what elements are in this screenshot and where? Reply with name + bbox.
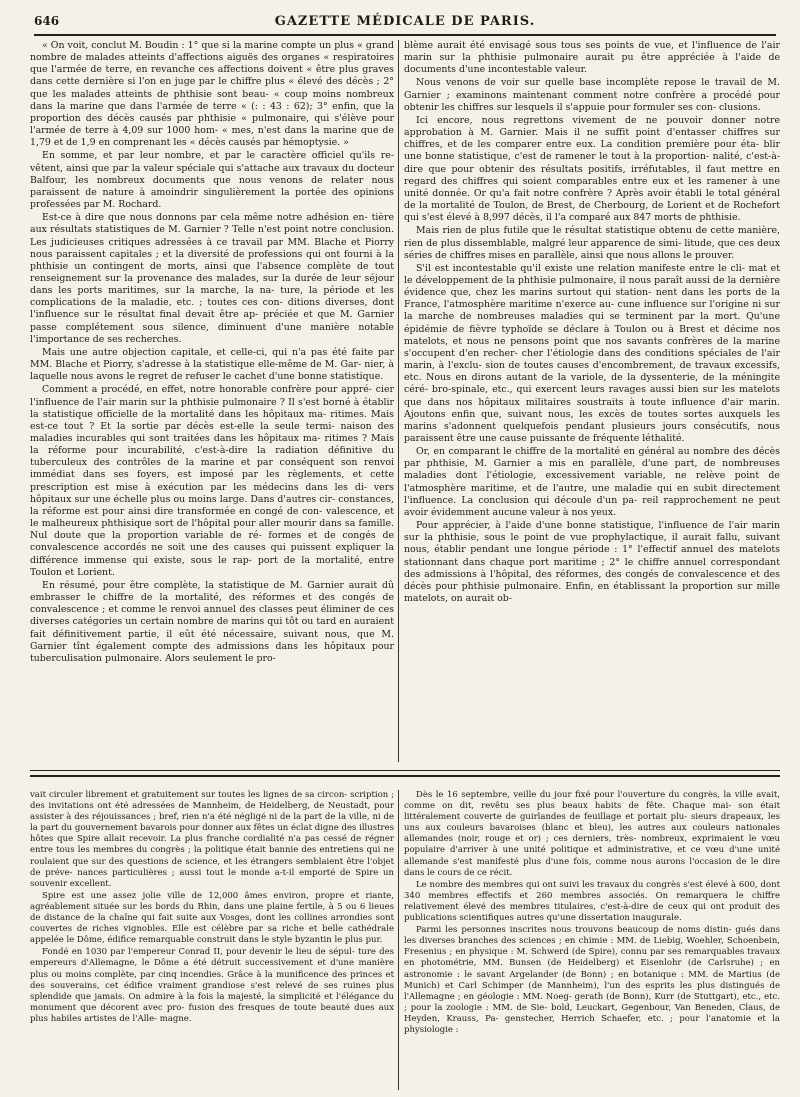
paragraph: Le nombre des membres qui ont suivi les travaux du congrès s'est élevé à 600, dont 340 membres effectifs et 260 membres associés. On remarquera le chiffre relativement élevé des membres titulaires, c'est-à-dire de ceux qui ont produit des publications scientifiques autres qu'une dissertation inaugurale. — [404, 879, 780, 924]
paragraph: Mais une autre objection capitale, et celle-ci, qui n'a pas été faite par MM. Blache et Piorry, s'adresse à la statistique elle-même de M. Gar- nier, à laquelle nous avons le regret de refuser le cachet d'une bonne statistique. — [30, 346, 394, 383]
journal-title: GAZETTE MÉDICALE DE PARIS. — [274, 14, 536, 29]
paragraph: Mais rien de plus futile que le résultat statistique obtenu de cette manière, rien de plus dissemblable, malgré leur apparence de simi- litude, que ces deux séries de chiffres mises en parallèle, ainsi que nous allons le prouver. — [404, 225, 780, 261]
section-divider — [30, 775, 780, 777]
column-divider — [398, 790, 399, 1090]
paragraph: S'il est incontestable qu'il existe une relation manifeste entre le cli- mat et le développement de la phthisie pulmonaire, il nous paraît aussi de la dernière évidence que, chez les marins surtout qui station- nent dans les ports de la France, l'atmosphère maritime n'exerce au- cune influence sur l'origine ni sur la marche de nombreuses maladies qui se terminent par la mort. Qu'une épidémie de fièvre typhoïde se déclare à Toulon ou à Brest et décime nos matelots, et nous ne pensons point que nos savants confrères de la marine s'occupent d'en recher- cher l'étiologie dans des conditions spéciales de l'air marin, à l'exclu- sion de toutes causes d'encombrement, de travaux excessifs, etc. Nous en dirons autant de la variole, de la dyssenterie, de la méningite céré- bro-spinale, etc., qui exercent leurs ravages aussi bien sur les matelots que dans nos hôpitaux militaires soustraits à toute influence d'air marin. Ajoutons enfin que, suivant nous, les excès de toutes sortes auxquels les marins s'adonnent quelquefois pendant plusieurs jours consécutifs, nous paraissent être une cause puissante de fréquente léthalité. — [404, 262, 780, 444]
article-column-right — [404, 40, 780, 762]
paragraph: Or, en comparant le chiffre de la mortalité en général au nombre des décès par phthisie, M. Garnier a mis en parallèle, d'une part, de nombreuses maladies dont l'étiologie, excessivement variable, ne relève point de l'atmosphère maritime, et de l'autre, une maladie qui en subit directement l'influence. La conclusion qui découle d'un pa- reil rapprochement ne peut avoir évidemment aucune valeur à nos yeux. — [404, 446, 780, 518]
paragraph: Ici encore, nous regrettons vivement de ne pouvoir donner notre approbation à M. Garnier. Mais il ne suffit point d'entasser chiffres sur chiffres, et de les comparer entre eux. La condition première pour éta- blir une bonne statistique, c'est de ramener le tout à la proportion- nalité, c'est-à-dire que pour obtenir des résultats positifs, irréfutables, il faut mettre en regard des chiffres qui soient comparables entre eux et les ramener à une unité donnée. Or qu'a fait notre confrère ? Après avoir établi le total général de la mortalité de Toulon, de Brest, de Cherbourg, de Lorient et de Rochefort qui s'est élevé à 8,997 décès, il l'a comparé aux 847 morts de phthisie. — [404, 114, 780, 224]
paragraph: Pour apprécier, à l'aide d'une bonne statistique, l'influence de l'air marin sur la phthisie, sous le point de vue prophylactique, il aurait fallu, suivant nous, établir pendant une longue période : 1° l'effectif annuel des matelots stationnant dans chaque port maritime ; 2° le chiffre annuel correspondant des admissions à l'hôpital, des réformes, des congés de convalescence et des décès pour phthisie pulmonaire. Enfin, en établissant la proportion sur mille matelots, on aurait ob- — [404, 520, 780, 605]
paragraph: blème aurait été envisagé sous tous ses points de vue, et l'influence de l'air marin sur la phthisie pulmonaire aurait pu être appréciée à l'aide de documents d'une incontestable valeur. — [404, 40, 780, 76]
paragraph: Est-ce à dire que nous donnons par cela même notre adhésion en- tière aux résultats statistiques de M. Garnier ? Telle n'est point notre conclusion. Les judicieuses critiques adressées à ce travail par MM. Blache et Piorry nous paraissent capitales ; et la diversité de professions qui ont fourni à la phthisie un contingent de morts, ainsi que l'absence complète de tout renseignement sur la provenance des malades, sur la durée de leur séjour dans les ports maritimes, sur la marche, la na- ture, la période et les complications de la maladie, etc. ; toutes ces con- ditions diverses, dont l'influence sur le résultat final devait être ap- préciée et que M. Garnier passe complétement sous silence, diminuent d'une manière notable l'importance de ses recherches. — [30, 212, 394, 345]
article-column-left — [30, 40, 394, 762]
paragraph: En somme, et par leur nombre, et par le caractère officiel qu'ils re- vêtent, ainsi que par la valeur spéciale qui s'attache aux travaux du docteur Balfour, les nombreux documents que nous venons de relater nous paraissent de nature à amoindrir singulièrement la portée des opinions professées par M. Rochard. — [30, 150, 394, 211]
column-divider — [398, 40, 399, 762]
paragraph: Fondé en 1030 par l'empereur Conrad II, pour devenir le lieu de sépul- ture des empereurs d'Allemagne, le Dôme a été détruit successivement et d'une manière plus ou moins complète, par cinq incendies. Grâce à la munificence des princes et des souverains, cet édifice vraiment grandiose s'est relevé de ses ruines plus splendide que jamais. On admire à la fois la majesté, la simplicité et l'élégance du monument que décorent avec pro- fusion des fresques de toute beauté dues aux plus habiles artistes de l'Alle- magne. — [30, 947, 394, 1024]
paragraph: Comment a procédé, en effet, notre honorable confrère pour appré- cier l'influence de l'air marin sur la phthisie pulmonaire ? Il s'est borné à établir la statistique officielle de la mortalité dans les hôpitaux ma- ritimes. Mais est-ce tout ? Et la sortie par décès est-elle la seule termi- naison des maladies incurables qui sont traitées dans les hôpitaux ma- ritimes ? Mais la réforme pour incurabilité, c'est-à-dire la radiation définitive du tuberculeux des contrôles de la marine et par conséquent son renvoi immédiat dans ses foyers, est imposé par les règlements, et cette prescription est mise à exécution par les médecins dans les di- vers hôpitaux sur une échelle plus ou moins large. Dans d'autres cir- constances, la réforme est pour ainsi dire transformée en congé de con- valescence, et le malheureux phthisique sort de l'hôpital pour aller mourir dans sa famille. Nul doute que la proportion variable de ré- formes et de congés de convalescence accordés ne soit une des causes qui puissent expliquer la différence immense qui existe, sous le rap- port de la mortalité, entre Toulon et Lorient. — [30, 384, 394, 578]
paragraph: vait circuler librement et gratuitement sur toutes les lignes de sa circon- scription ; des invitations ont été adressées de Mannheim, de Heidelberg, de Neustadt, pour assister à des réjouissances ; bref, rien n'a été négligé ni de la part de la ville, ni de la part du gouvernement bavarois pour donner aux fêtes un éclat digne des illustres hôtes que Spire allait recevoir. La plus franche cordialité n'a pas cessé de régner entre tous les membres du congrès ; la politique était bannie des entretiens qui ne roulaient que sur des questions de science, et les étrangers semblaient être l'objet de préve- nances particulières ; aussi tout le monde a-t-il emporté de Spire un souvenir excellent. — [30, 790, 394, 889]
paragraph: « On voit, conclut M. Boudin : 1° que si la marine compte un plus « grand nombre de malades atteints d'affections aiguës des organes « respiratoires que l'armée de terre, en revanche ces affections doivent « être plus graves dans cette dernière si l'on en juge par le chiffre plus « élevé des décès ; 2° que les malades atteints de phthisie sont beau- « coup moins nombreux dans la marine que dans l'armée de terre « (: : 43 : 62); 3° enfin, que la proportion des décès causés par phthisie « pulmonaire, qui s'élève pour l'armée de terre à 4,09 sur 1000 hom- « mes, n'est dans la marine que de 1,79 et de 1,9 en comprenant les « décès causés par hémoptysie. » — [30, 40, 394, 149]
paragraph: Parmi les personnes inscrites nous trouvons beaucoup de noms distin- gués dans les diverses branches des sciences ; en chimie : MM. de Liebig, Woehler, Schoenbein, Fresenius ; en physique : M. Schwerd (de Spire), connu par ses remarquables travaux en photométrie, MM. Bunsen (de Heidelberg) et Eisenlohr (de Carlsruhe) ; en astronomie : le savant Argelander (de Bonn) ; en botanique : MM. de Martius (de Munich) et Carl Schimper (de Mannheim), l'un des esprits les plus distingués de l'Allemagne ; en géologie : MM. Noeg- gerath (de Bonn), Kurr (de Stuttgart), etc., etc. ; pour la zoologie : MM. de Sie- bold, Leuckart, Gegenbour, Van Beneden, Claus, de Heyden, Krauss, Pa- genstecher, Herrich Schaefer, etc. ; pour l'anatomie et la physiologie : — [404, 925, 780, 1035]
page-number: 646 — [34, 14, 60, 28]
paragraph: Nous venons de voir sur quelle base incomplète repose le travail de M. Garnier ; examinons maintenant comment notre confrère a procédé pour obtenir les chiffres sur lesquels il s'appuie pour formuler ses con- clusions. — [404, 77, 780, 113]
feuilleton-column-right — [404, 790, 780, 1090]
page-header — [34, 12, 776, 36]
paragraph: En résumé, pour être complète, la statistique de M. Garnier aurait dû embrasser le chiffre de la mortalité, des réformes et des congés de convalescence ; et comme le renvoi annuel des classes peut éliminer de ces diverses catégories un certain nombre de marins qui tôt ou tard en auraient fait définitivement partie, il eût été nécessaire, suivant nous, que M. Garnier tînt également compte des admissions dans les hôpitaux pour tuberculisation pulmonaire. Alors seulement le pro- — [30, 579, 394, 664]
feuilleton-column-left — [30, 790, 394, 1090]
section-divider — [30, 770, 780, 771]
paragraph: Spire est une assez jolie ville de 12,000 âmes environ, propre et riante, agréablement située sur les bords du Rhin, dans une plaine fertile, à 5 ou 6 lieues de distance de la chaîne qui fait suite aux Vosges, dont les collines arrondies sont couvertes de riches vignobles. Elle est célèbre par sa riche et belle cathédrale appelée le Dôme, édifice remarquable construit dans le style byzantin le plus pur. — [30, 890, 394, 946]
paragraph: Dès le 16 septembre, veille du jour fixé pour l'ouverture du congrès, la ville avait, comme on dit, revêtu ses plus beaux habits de fête. Chaque mai- son était littéralement couverte de guirlandes de feuillage et portait plu- sieurs drapeaux, les uns aux couleurs bavaroises (blanc et bleu), les autres aux couleurs nationales allemandes (noir, rouge et or) ; ces derniers, très- nombreux, exprimaient le vœu populaire d'arriver à une unité politique et administrative, et ce vœu d'une unité allemande s'est manifesté plus d'une fois, comme nous aurons l'occasion de le dire dans le cours de ce récit. — [404, 790, 780, 878]
